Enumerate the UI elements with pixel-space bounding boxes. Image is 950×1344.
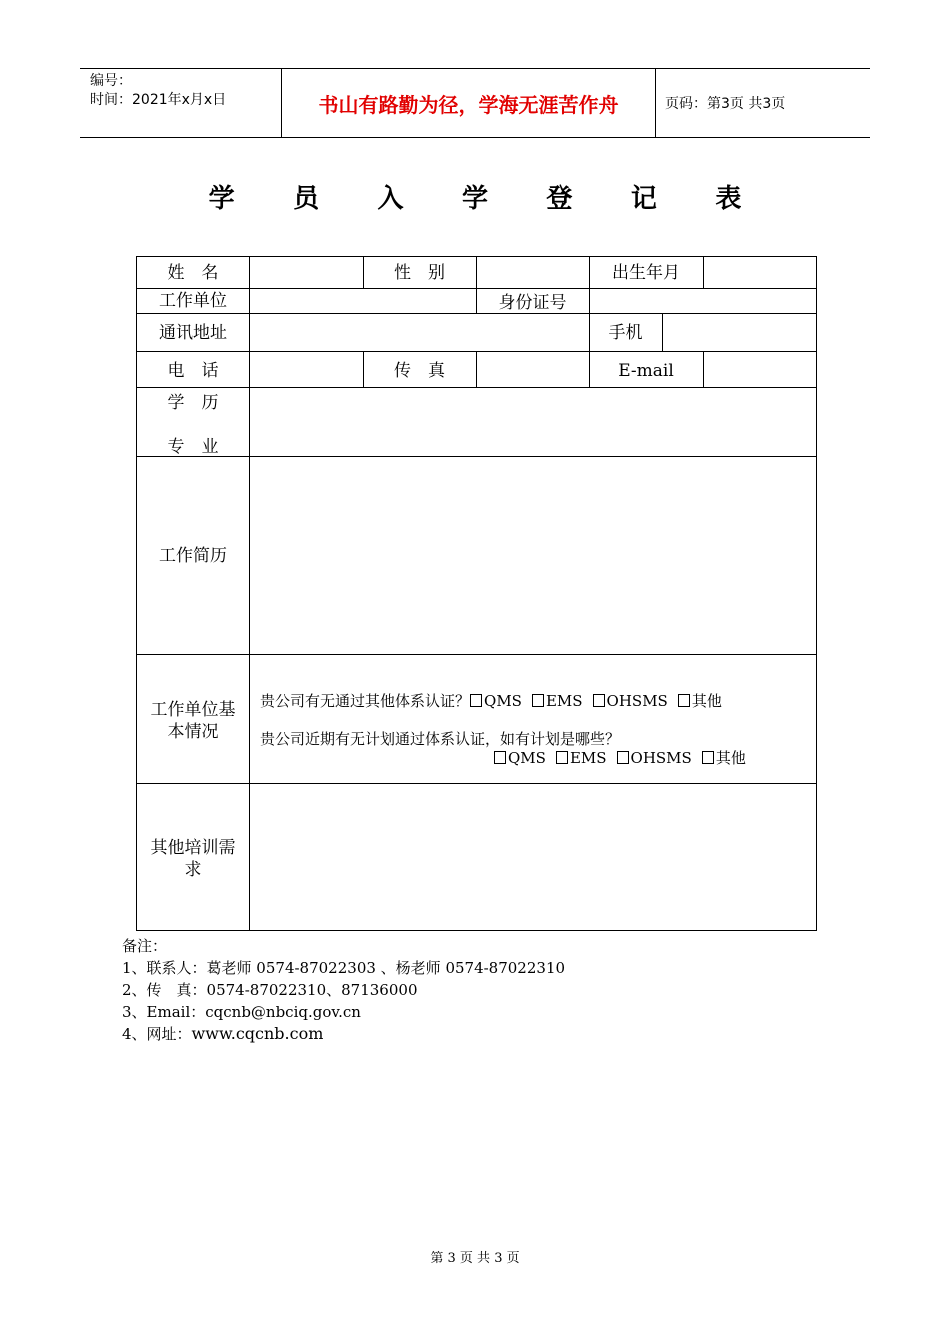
education-label: 学 历 (167, 393, 219, 413)
number-label: 编号： (90, 73, 132, 89)
checkbox-icon (470, 694, 482, 707)
company-info-label: 工作单位基本情况 (150, 700, 236, 742)
header-meta (80, 69, 281, 137)
id-number-label: 身份证号 (498, 293, 567, 313)
website-link[interactable]: www.cqcnb.com (191, 1024, 324, 1043)
row-divider (137, 654, 816, 655)
checkbox-icon (702, 751, 714, 764)
planned-certification-options (494, 748, 756, 768)
page-footer: 第 3 页 共 3 页 (430, 1251, 520, 1266)
phone-label: 电 话 (167, 361, 219, 381)
certification-question-2: 贵公司近期有无计划通过体系认证，如有计划是哪些？ (260, 730, 621, 748)
checkbox-icon (494, 751, 506, 764)
checkbox-icon (678, 694, 690, 707)
checkbox-icon (556, 751, 568, 764)
major-label: 专 业 (167, 437, 219, 457)
checkbox-icon (617, 751, 629, 764)
notes (122, 935, 565, 1045)
header-motto: 书山有路勤为径，学海无涯苦作舟 (281, 69, 656, 137)
certification-question-1 (260, 691, 732, 711)
gender-label: 性 别 (394, 263, 445, 283)
page-title: 学 员 入 学 登 记 表 (208, 184, 767, 214)
notes-contact: 1、联系人：葛老师 0574-87022303 、杨老师 0574-87022310 (122, 959, 566, 977)
other-training-label: 其他培训需求 (150, 838, 236, 880)
column-divider (662, 313, 663, 351)
checkbox-icon (532, 694, 544, 707)
registration-form (136, 256, 817, 931)
column-divider (703, 257, 704, 288)
header-page-label: 页码：第3页 共3页 (665, 96, 786, 112)
column-divider (703, 351, 704, 387)
option-ohsms[interactable]: OHSMS (617, 749, 692, 767)
option-qms[interactable]: QMS (470, 692, 522, 710)
option-ohsms[interactable]: OHSMS (593, 692, 668, 710)
work-unit-label: 工作单位 (159, 291, 227, 311)
column-divider (476, 257, 477, 288)
fax-label: 传 真 (394, 361, 445, 381)
row-divider (137, 313, 816, 314)
mobile-label: 手机 (608, 323, 643, 343)
name-label: 姓 名 (167, 263, 219, 283)
option-other[interactable]: 其他 (702, 749, 746, 767)
row-divider (137, 387, 816, 388)
address-label: 通讯地址 (159, 323, 227, 343)
row-divider (137, 783, 816, 784)
checkbox-icon (593, 694, 605, 707)
notes-heading: 备注： (122, 937, 168, 955)
notes-website: 4、网址：www.cqcnb.com (122, 1024, 324, 1043)
email-label: E-mail (618, 361, 674, 381)
notes-email: 3、Email：cqcnb@nbciq.gov.cn (122, 1003, 361, 1021)
resume-label: 工作简历 (159, 546, 227, 566)
option-qms[interactable]: QMS (494, 749, 546, 767)
option-other[interactable]: 其他 (678, 692, 722, 710)
notes-fax: 2、传 真：0574-87022310、87136000 (122, 981, 418, 999)
option-ems[interactable]: EMS (532, 692, 583, 710)
page-header (80, 68, 870, 138)
column-divider (249, 257, 250, 930)
option-ems[interactable]: EMS (556, 749, 607, 767)
question-1-text: 贵公司有无通过其他体系认证？ (260, 692, 471, 710)
time-label: 时间：2021年x月x日 (90, 92, 227, 108)
birth-date-label: 出生年月 (612, 263, 680, 283)
column-divider (476, 351, 477, 387)
